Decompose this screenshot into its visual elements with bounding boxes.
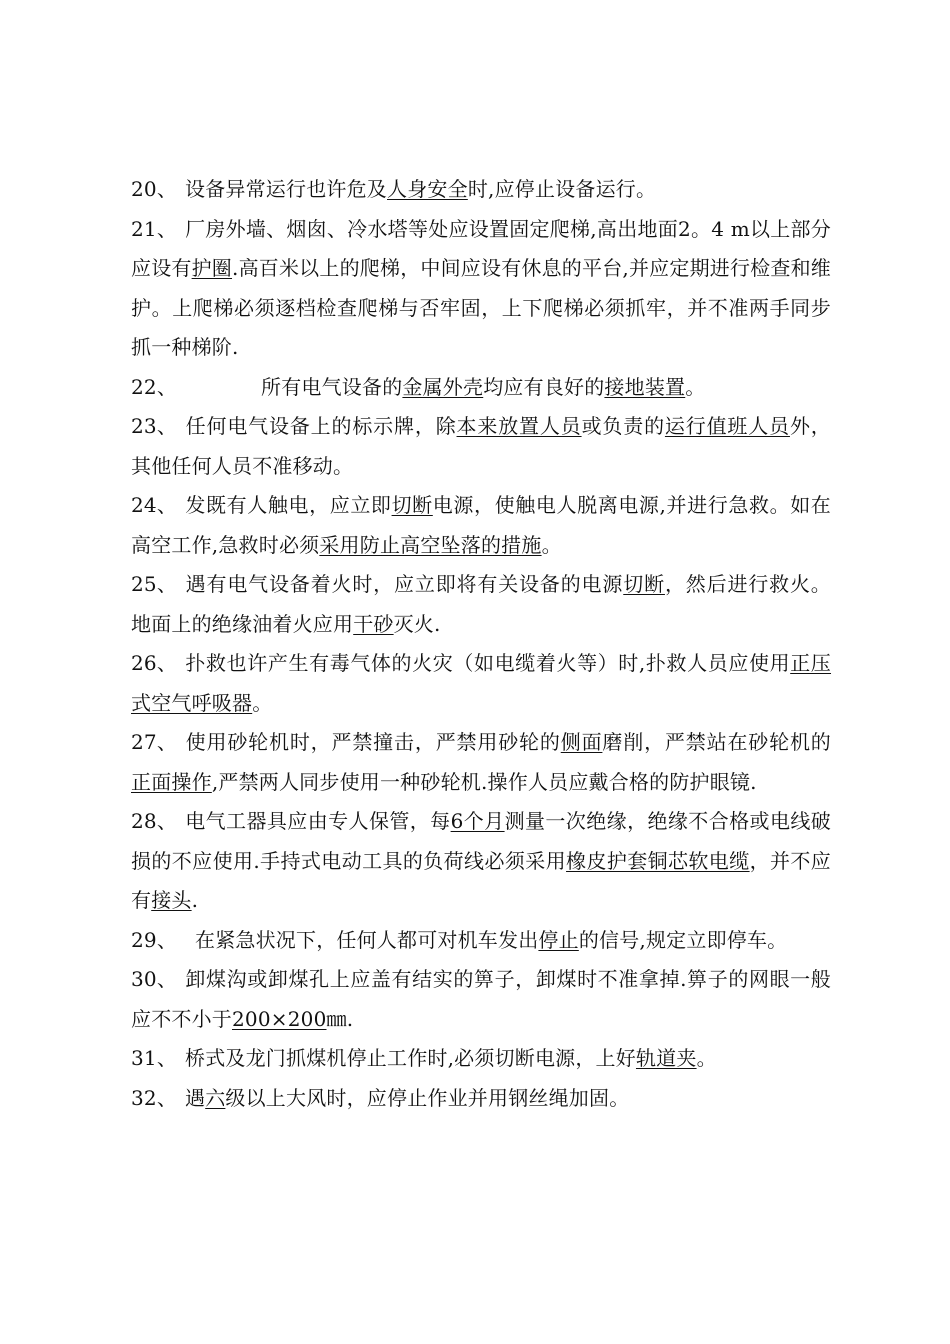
document-body	[131, 170, 831, 1118]
item-text: 电气工器具应由专人保管，每	[185, 809, 451, 833]
list-item	[131, 921, 831, 961]
item-text: 。	[685, 374, 706, 399]
item-number: 26、	[131, 651, 178, 675]
item-text: 。	[696, 1046, 717, 1070]
underlined-answer: 切断	[623, 572, 665, 596]
item-number: 23、	[131, 414, 178, 438]
underlined-answer: 6个月	[450, 809, 505, 833]
item-number: 28、	[131, 809, 178, 833]
underlined-answer: 采用防止高空坠落的措施	[319, 532, 542, 557]
item-text: 所有电气设备的	[261, 374, 403, 399]
item-text: 均应有良好的	[483, 374, 605, 399]
item-text: 外，其他任何人员不准移动。	[131, 414, 831, 478]
underlined-answer: 轨道夹	[635, 1046, 697, 1070]
item-text: ，并不应有	[131, 848, 831, 912]
item-text: 级以上大风时，应停止作业并用钢丝绳加固。	[225, 1085, 630, 1110]
list-item	[131, 1079, 831, 1119]
item-number: 24、	[131, 493, 178, 517]
list-item	[131, 407, 831, 486]
item-number: 20、	[131, 177, 178, 201]
item-text: 在紧急状况下，任何人都可对机车发出	[195, 927, 539, 952]
item-number: 31、	[131, 1046, 178, 1070]
underlined-answer: 护圈	[191, 256, 233, 280]
list-item	[131, 1039, 831, 1079]
underlined-answer: 侧面	[560, 730, 603, 754]
underlined-answer: 六	[205, 1085, 226, 1110]
item-number: 25、	[131, 572, 178, 596]
underlined-answer: 本来放置人员	[456, 414, 582, 438]
item-text: 灭火.	[393, 611, 441, 636]
list-item	[131, 170, 831, 210]
item-text: ㎜.	[326, 1006, 354, 1031]
list-item	[131, 644, 831, 723]
underlined-answer: 正压式空气呼吸器	[131, 651, 832, 715]
underlined-answer: 切断	[391, 493, 433, 517]
item-number: 27、	[131, 730, 178, 754]
item-number: 30、	[131, 967, 178, 991]
item-text: .高百米以上的爬梯，中间应设有休息的平台,并应定期进行检查和维护。上爬梯必须逐档检查爬梯与否牢固，上下爬梯必须抓牢，并不准两手同步抓一种梯阶.	[131, 256, 831, 359]
list-item	[131, 802, 831, 921]
item-text: 发既有人触电，应立即	[185, 493, 392, 517]
underlined-answer: 正面操作	[131, 769, 212, 794]
underlined-answer: 金属外壳	[402, 374, 484, 399]
list-item	[131, 210, 831, 368]
item-text: 桥式及龙门抓煤机停止工作时,必须切断电源，上好	[185, 1046, 636, 1070]
underlined-answer: 干砂	[353, 611, 394, 636]
list-item	[131, 486, 831, 565]
item-number: 21、	[131, 216, 178, 241]
underlined-answer: 停止	[538, 927, 579, 952]
item-text: 厂房外墙、烟囱、冷水塔等处应设置固定爬梯,高出地面2。4 m以上部分应设有	[131, 216, 831, 280]
item-text: 时,应停止设备运行。	[467, 177, 657, 201]
underlined-answer: 橡皮护套铜芯软电缆	[566, 848, 750, 873]
item-text: 的信号,规定立即停车。	[578, 927, 788, 952]
underlined-answer: 200×200	[232, 1006, 327, 1031]
item-text: 。	[541, 532, 562, 557]
item-text: 使用砂轮机时，严禁撞击，严禁用砂轮的	[185, 730, 561, 754]
item-text: 或负责的	[581, 414, 665, 438]
item-text: 设备异常运行也许危及	[185, 177, 387, 201]
item-number: 22、	[131, 374, 178, 399]
item-text: ，然后进行救火。地面上的绝缘油着火应用	[131, 572, 832, 636]
item-text: 扑救也许产生有毒气体的火灾（如电缆着火等）时,扑救人员应使用	[185, 651, 791, 675]
item-text: 测量一次绝缘，绝缘不合格或电线破损的不应使用.手持式电动工具的负荷线必须采用	[131, 809, 831, 873]
underlined-answer: 接头	[151, 888, 192, 912]
underlined-answer: 人身安全	[387, 177, 468, 201]
list-item	[131, 723, 831, 802]
item-text: ,严禁两人同步使用一种砂轮机.操作人员应戴合格的防护眼镜.	[211, 769, 757, 794]
item-text: 磨削，严禁站在砂轮机的	[602, 730, 832, 754]
underlined-answer: 运行值班人员	[664, 414, 790, 438]
underlined-answer: 接地装置	[604, 374, 686, 399]
list-item	[131, 960, 831, 1039]
item-text: .	[191, 888, 199, 912]
item-text: 任何电气设备上的标示牌，除	[185, 414, 457, 438]
item-number: 32、	[131, 1085, 178, 1110]
item-text: 电源，使触电人脱离电源,并进行急救。如在高空工作,急救时必须	[131, 493, 832, 557]
item-text: 遇	[185, 1085, 206, 1110]
item-text: 卸煤沟或卸煤孔上应盖有结实的箅子，卸煤时不准拿掉.箅子的网眼一般应不不小于	[131, 967, 831, 1031]
item-text: 遇有电气设备着火时，应立即将有关设备的电源	[185, 572, 624, 596]
list-item	[131, 565, 831, 644]
list-item	[131, 368, 831, 408]
item-text: 。	[252, 690, 273, 715]
item-number: 29、	[131, 927, 178, 952]
